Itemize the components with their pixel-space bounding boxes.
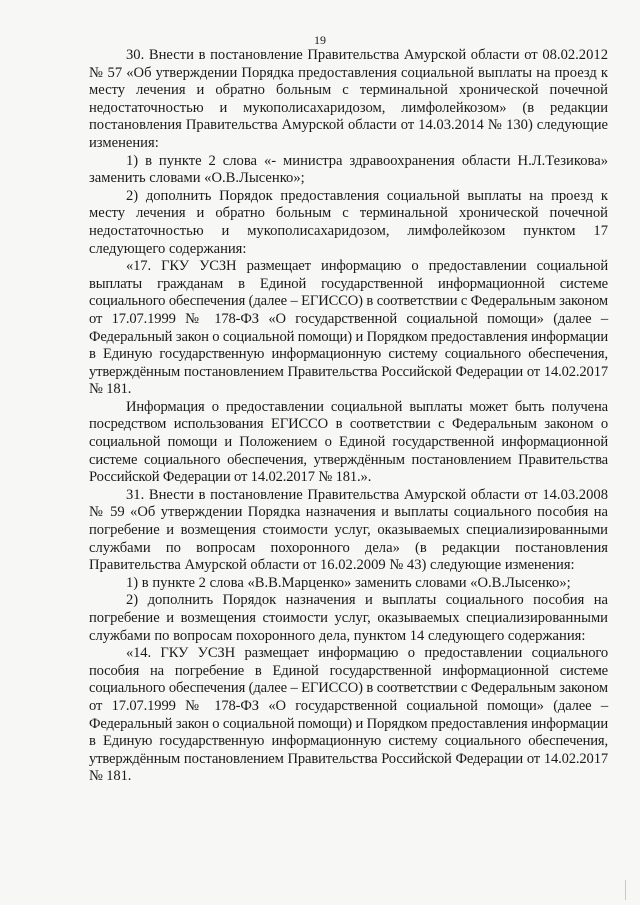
paragraph-subitem-31-1: 1) в пункте 2 слова «В.В.Марценко» заменить словами «О.В.Лысенко»; [126,574,571,591]
paragraph-point-14: «14. ГКУ УСЗН размещает информацию о предоставлении социального пособия на погребение в Единой государственной информационной системе социального обеспечения (далее – ЕГИССО) в соответствии с Федеральным законом от 17.07.1999 № 178-ФЗ «О государственной социальной помощи» (далее – Федеральный закон о социальной помощи) и Порядком предоставления информации в Единую государственную информационную систему социального обеспечения, утверждённым постановлением Правительства Российской Федерации от 14.02.2017 № 181. [89,645,608,785]
paragraph-subitem-30-2: 2) дополнить Порядок предоставления социальной выплаты на проезд к месту лечения и обратно больным с терминальной хронической почечной недостаточностью и мукополисахаридозом, лимфолейкозом пунктом 17 следующего содержания: [89,187,608,257]
paragraph-subitem-30-1: 1) в пункте 2 слова «- министра здравоохранения области Н.Л.Тезикова» заменить словами «О.В.Лысенко»; [89,152,608,187]
document-body [89,47,608,786]
scan-margin-mark [625,880,626,900]
paragraph-item-30: 30. Внести в постановление Правительства Амурской области от 08.02.2012 № 57 «Об утверждении Порядка предоставления социальной выплаты на проезд к месту лечения и обратно больным с терминальной хронической почечной недостаточностью и мукополисахаридозом, лимфолейкозом» (в редакции постановления Правительства Амурской области от 14.03.2014 № 130) следующие изменения: [89,47,608,151]
paragraph-point-17: «17. ГКУ УСЗН размещает информацию о предоставлении социальной выплаты гражданам в Единой государственной информационной системе социального обеспечения (далее – ЕГИССО) в соответствии с Федеральным законом от 17.07.1999 № 178-ФЗ «О государственной социальной помощи» (далее – Федеральный закон о социальной помощи) и Порядком предоставления информации в Единую государственную информационную систему социального обеспечения, утверждённым постановлением Правительства Российской Федерации от 14.02.2017 № 181. [89,258,608,398]
paragraph-subitem-31-2: 2) дополнить Порядок назначения и выплаты социального пособия на погребение и возмещения стоимости услуг, оказываемых специализированными службами по вопросам похоронного дела, пунктом 14 следующего содержания: [89,592,608,644]
page-number: 19 [314,33,326,47]
paragraph-item-31: 31. Внести в постановление Правительства Амурской области от 14.03.2008 № 59 «Об утверждении Порядка назначения и выплаты социального пособия на погребение и возмещения стоимости услуг, оказываемых специализированными службами по вопросам похоронного дела» (в редакции постановления Правительства Амурской области от 16.02.2009 № 43) следующие изменения: [89,486,608,574]
paragraph-point-17-info: Информация о предоставлении социальной выплаты может быть получена посредством использования ЕГИССО в соответствии с Федеральным законом о социальной помощи и Положением о Единой государственной информационной системе социального обеспечения, утверждённым постановлением Правительства Российской Федерации от 14.02.2017 № 181.». [89,398,608,486]
